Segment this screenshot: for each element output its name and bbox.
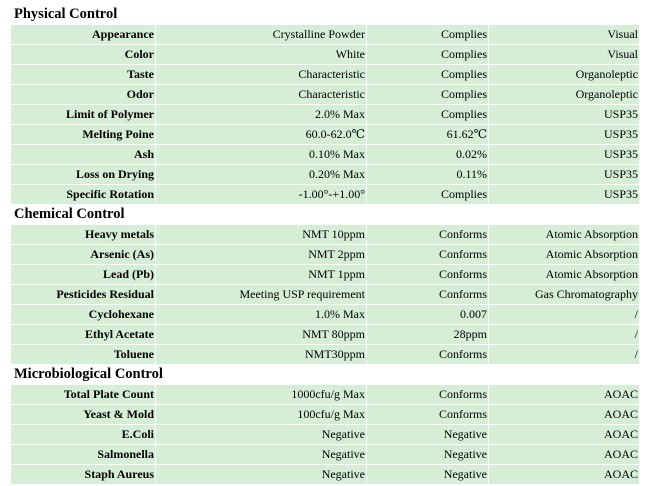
method-cell: AOAC xyxy=(489,385,640,405)
result-cell: Conforms xyxy=(367,265,489,285)
method-cell: Atomic Absorption xyxy=(489,225,640,245)
result-cell: Conforms xyxy=(367,385,489,405)
specification-table xyxy=(10,4,640,485)
method-cell: AOAC xyxy=(489,465,640,485)
item-cell: Lead (Pb) xyxy=(11,265,156,285)
section-header-row xyxy=(11,5,640,25)
section-title: Microbiological Control xyxy=(11,365,640,385)
specification-cell: NMT 80ppm xyxy=(156,325,367,345)
item-cell: Specific Rotation xyxy=(11,185,156,205)
method-cell: USP35 xyxy=(489,125,640,145)
item-cell: Limit of Polymer xyxy=(11,105,156,125)
specification-cell: 60.0-62.0℃ xyxy=(156,125,367,145)
item-cell: Melting Poine xyxy=(11,125,156,145)
method-cell: Visual xyxy=(489,45,640,65)
method-cell: Organoleptic xyxy=(489,65,640,85)
method-cell: Atomic Absorption xyxy=(489,245,640,265)
item-cell: E.Coli xyxy=(11,425,156,445)
table-row xyxy=(11,25,640,45)
item-cell: Total Plate Count xyxy=(11,385,156,405)
item-cell: Pesticides Residual xyxy=(11,285,156,305)
specification-cell: Meeting USP requirement xyxy=(156,285,367,305)
specification-cell: White xyxy=(156,45,367,65)
specification-cell: Negative xyxy=(156,445,367,465)
method-cell: USP35 xyxy=(489,185,640,205)
specification-table-body xyxy=(11,5,640,485)
item-cell: Odor xyxy=(11,85,156,105)
result-cell: 0.007 xyxy=(367,305,489,325)
item-cell: Appearance xyxy=(11,25,156,45)
specification-cell: 100cfu/g Max xyxy=(156,405,367,425)
table-row xyxy=(11,105,640,125)
item-cell: Loss on Drying xyxy=(11,165,156,185)
table-row xyxy=(11,165,640,185)
method-cell: / xyxy=(489,325,640,345)
specification-cell: NMT30ppm xyxy=(156,345,367,365)
result-cell: Conforms xyxy=(367,285,489,305)
table-row xyxy=(11,145,640,165)
result-cell: Negative xyxy=(367,445,489,465)
result-cell: Conforms xyxy=(367,345,489,365)
specification-cell: 0.20% Max xyxy=(156,165,367,185)
item-cell: Taste xyxy=(11,65,156,85)
specification-cell: 0.10% Max xyxy=(156,145,367,165)
method-cell: USP35 xyxy=(489,105,640,125)
item-cell: Salmonella xyxy=(11,445,156,465)
result-cell: 28ppm xyxy=(367,325,489,345)
table-row xyxy=(11,325,640,345)
method-cell: / xyxy=(489,305,640,325)
item-cell: Staph Aureus xyxy=(11,465,156,485)
table-row xyxy=(11,465,640,485)
section-header-row xyxy=(11,205,640,225)
method-cell: AOAC xyxy=(489,445,640,465)
table-row xyxy=(11,405,640,425)
table-row xyxy=(11,225,640,245)
result-cell: Complies xyxy=(367,25,489,45)
item-cell: Yeast & Mold xyxy=(11,405,156,425)
item-cell: Ethyl Acetate xyxy=(11,325,156,345)
result-cell: 61.62℃ xyxy=(367,125,489,145)
section-title: Physical Control xyxy=(11,5,640,25)
table-row xyxy=(11,285,640,305)
result-cell: Complies xyxy=(367,105,489,125)
table-row xyxy=(11,305,640,325)
table-row xyxy=(11,125,640,145)
specification-cell: Characteristic xyxy=(156,85,367,105)
method-cell: / xyxy=(489,345,640,365)
specification-cell: 1000cfu/g Max xyxy=(156,385,367,405)
specification-cell: Crystalline Powder xyxy=(156,25,367,45)
method-cell: AOAC xyxy=(489,405,640,425)
method-cell: AOAC xyxy=(489,425,640,445)
spec-sheet xyxy=(10,4,639,485)
item-cell: Cyclohexane xyxy=(11,305,156,325)
item-cell: Arsenic (As) xyxy=(11,245,156,265)
result-cell: Complies xyxy=(367,185,489,205)
section-header-row xyxy=(11,365,640,385)
result-cell: 0.11% xyxy=(367,165,489,185)
result-cell: Conforms xyxy=(367,405,489,425)
method-cell: Gas Chromatography xyxy=(489,285,640,305)
specification-cell: NMT 10ppm xyxy=(156,225,367,245)
specification-cell: NMT 2ppm xyxy=(156,245,367,265)
item-cell: Heavy metals xyxy=(11,225,156,245)
specification-cell: -1.00°-+1.00° xyxy=(156,185,367,205)
table-row xyxy=(11,345,640,365)
result-cell: Complies xyxy=(367,85,489,105)
specification-cell: NMT 1ppm xyxy=(156,265,367,285)
item-cell: Ash xyxy=(11,145,156,165)
specification-cell: Negative xyxy=(156,465,367,485)
table-row xyxy=(11,85,640,105)
table-row xyxy=(11,245,640,265)
table-row xyxy=(11,185,640,205)
table-row xyxy=(11,265,640,285)
section-title: Chemical Control xyxy=(11,205,640,225)
specification-cell: 1.0% Max xyxy=(156,305,367,325)
method-cell: Visual xyxy=(489,25,640,45)
result-cell: Conforms xyxy=(367,245,489,265)
table-row xyxy=(11,45,640,65)
table-row xyxy=(11,425,640,445)
item-cell: Toluene xyxy=(11,345,156,365)
item-cell: Color xyxy=(11,45,156,65)
method-cell: Atomic Absorption xyxy=(489,265,640,285)
method-cell: USP35 xyxy=(489,165,640,185)
table-row xyxy=(11,445,640,465)
result-cell: Complies xyxy=(367,65,489,85)
specification-cell: Characteristic xyxy=(156,65,367,85)
specification-cell: 2.0% Max xyxy=(156,105,367,125)
table-row xyxy=(11,65,640,85)
specification-cell: Negative xyxy=(156,425,367,445)
result-cell: Conforms xyxy=(367,225,489,245)
method-cell: USP35 xyxy=(489,145,640,165)
result-cell: Negative xyxy=(367,425,489,445)
result-cell: 0.02% xyxy=(367,145,489,165)
result-cell: Complies xyxy=(367,45,489,65)
table-row xyxy=(11,385,640,405)
method-cell: Organoleptic xyxy=(489,85,640,105)
result-cell: Negative xyxy=(367,465,489,485)
